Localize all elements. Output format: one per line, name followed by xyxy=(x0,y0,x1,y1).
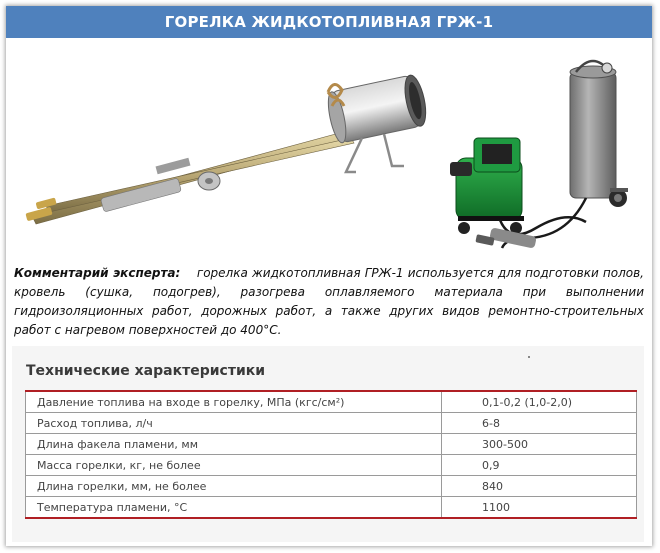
spec-label: Температура пламени, °С xyxy=(26,497,442,519)
page-title: ГОРЕЛКА ЖИДКОТОПЛИВНАЯ ГРЖ-1 xyxy=(6,6,652,38)
compressor-photo xyxy=(450,61,628,249)
spec-value: 1100 xyxy=(442,497,637,519)
spec-value: 0,9 xyxy=(442,455,637,476)
comment-text: горелка жидкотопливная ГРЖ-1 используется для подготовки полов, кровель (сушка, подогрев), разогрева оплавляемого материала при выполнении гидроизоляционных работ, дорожных работ, а также других видов ремонтно-строительных работ с нагревом поверхностей до 400°С. xyxy=(14,266,644,337)
decorative-dot xyxy=(528,356,530,358)
spec-value: 300-500 xyxy=(442,434,637,455)
expert-comment xyxy=(14,264,644,344)
product-photos xyxy=(6,38,652,264)
table-row xyxy=(26,413,637,434)
burner-photo xyxy=(25,73,429,224)
spec-value: 6-8 xyxy=(442,413,637,434)
specs-section xyxy=(12,346,644,542)
specs-table xyxy=(25,390,637,519)
spec-value: 840 xyxy=(442,476,637,497)
document-card xyxy=(6,6,652,546)
table-row xyxy=(26,434,637,455)
spec-label: Масса горелки, кг, не более xyxy=(26,455,442,476)
comment-lead: Комментарий эксперта: xyxy=(14,266,181,280)
specs-title: Технические характеристики xyxy=(26,363,266,379)
table-row xyxy=(26,455,637,476)
spec-label: Длина горелки, мм, не более xyxy=(26,476,442,497)
table-row xyxy=(26,476,637,497)
table-row xyxy=(26,497,637,519)
spec-label: Давление топлива на входе в горелку, МПа (кгс/см²) xyxy=(26,391,442,413)
table-row xyxy=(26,391,637,413)
spec-value: 0,1-0,2 (1,0-2,0) xyxy=(442,391,637,413)
spec-label: Длина факела пламени, мм xyxy=(26,434,442,455)
spec-label: Расход топлива, л/ч xyxy=(26,413,442,434)
photos-illustration xyxy=(6,38,652,264)
